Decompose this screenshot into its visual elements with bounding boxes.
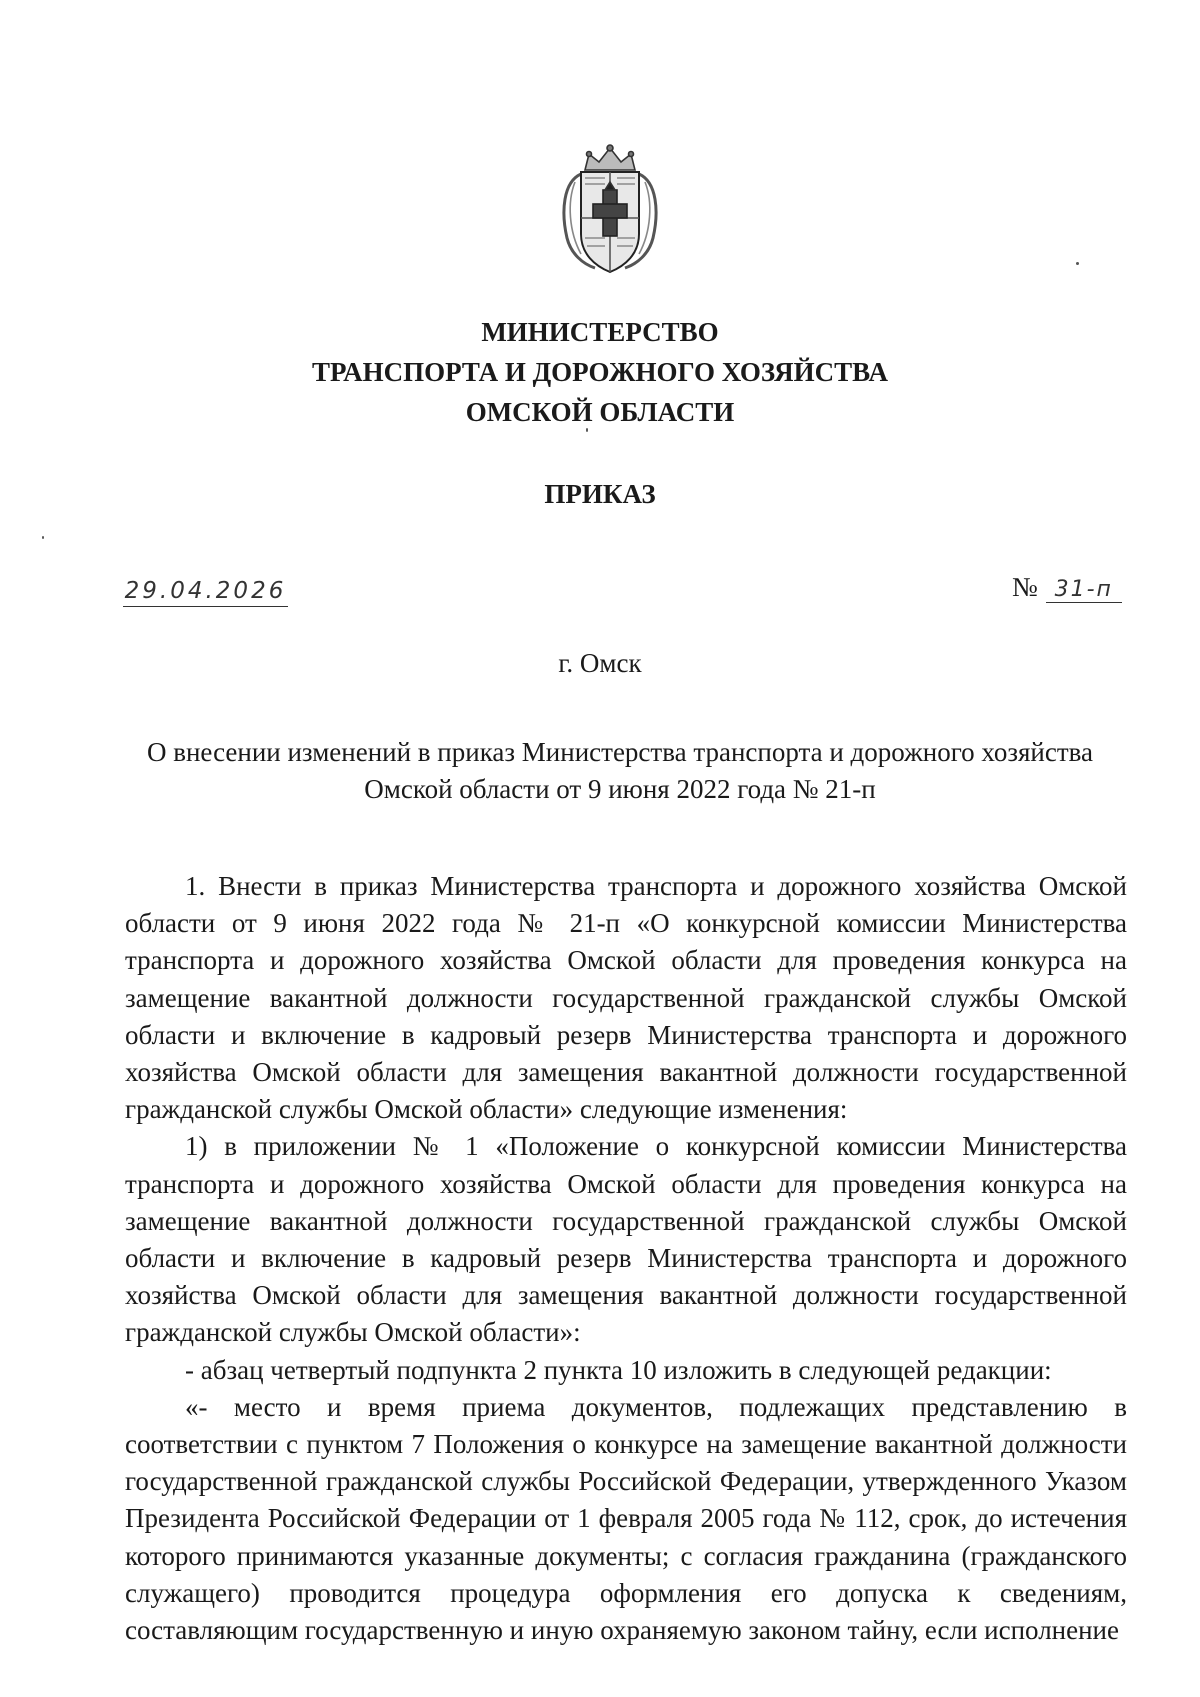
document-date: 29.04.2026 — [123, 578, 288, 607]
body-paragraph: 1. Внести в приказ Министерства транспорта и дорожного хозяйства Омской области от 9 июня 2022 года № 21-п «О конкурсной комиссии Министерства транспорта и дорожного хозяйства Омской области для проведения конкурса на замещение вакантной должности государственной гражданской службы Омской области и включение в кадровый резерв Министерства транспорта и дорожного хозяйства Омской области для замещения вакантной должности государственной гражданской службы Омской области» следующие изменения: — [125, 871, 1127, 1125]
document-body — [125, 868, 1127, 1649]
org-line-1: МИНИСТЕРСТВО — [481, 317, 719, 347]
city: г. Омск — [558, 648, 642, 678]
document-type: ПРИКАЗ — [544, 479, 656, 509]
scan-speck — [586, 428, 588, 432]
subject-line-2: Омской области от 9 июня 2022 года № 21-п — [364, 774, 876, 804]
scan-speck — [42, 536, 44, 539]
number-label: № — [1012, 572, 1038, 602]
body-paragraph: 1) в приложении № 1 «Положение о конкурсной комиссии Министерства транспорта и дорожного хозяйства Омской области для проведения конкурса на замещение вакантной должности государственной гражданской службы Омской области и включение в кадровый резерв Министерства транспорта и дорожного хозяйства Омской области для замещения вакантной должности государственной гражданской службы Омской области»: — [125, 1131, 1127, 1348]
document-number — [1012, 572, 1122, 603]
body-paragraph: - абзац четвертый подпункта 2 пункта 10 изложить в следующей редакции: — [185, 1354, 1052, 1385]
scan-speck — [1076, 262, 1079, 265]
org-line-2: ТРАНСПОРТА И ДОРОЖНОГО ХОЗЯЙСТВА — [312, 357, 888, 387]
body-paragraph: «- место и время приема документов, подлежащих представлению в соответствии с пунктом 7 Положения о конкурсе на замещение вакантной должности государственной гражданской службы Российской Федерации, утвержденного Указом Президента Российской Федерации от 1 февраля 2005 года № 112, срок, до истечения которого принимаются указанные документы; с согласия гражданина (гражданского служащего) проводится процедура оформления его допуска к сведениям, составляющим государственную и иную охраняемую законом тайну, если исполнение — [125, 1391, 1127, 1646]
document-subject — [100, 734, 1140, 808]
organization-name — [0, 312, 1200, 432]
subject-line-1: О внесении изменений в приказ Министерства транспорта и дорожного хозяйства — [146, 737, 1094, 767]
number-value: 31-п — [1046, 577, 1122, 603]
coat-of-arms-icon — [555, 142, 665, 277]
org-line-3: ОМСКОЙ ОБЛАСТИ — [465, 397, 735, 427]
